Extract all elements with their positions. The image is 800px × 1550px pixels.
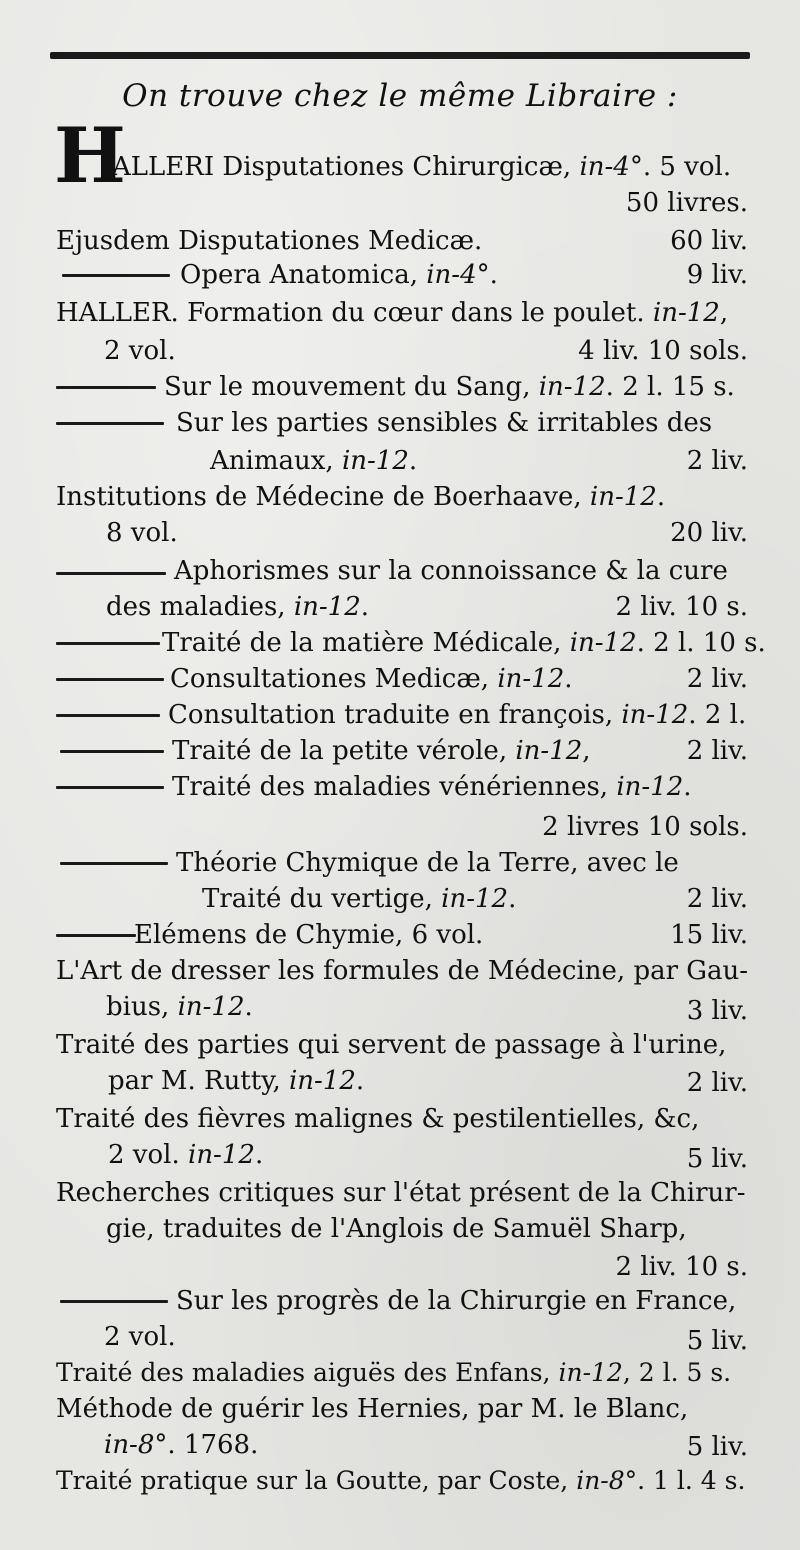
- ditto-dash: [60, 750, 164, 753]
- ditto-dash: [56, 422, 164, 425]
- price-petite-verole: 2 liv.: [686, 736, 748, 766]
- price-elemens-chymie: 15 liv.: [670, 920, 748, 950]
- entry-aphorismes-cont: des maladies, in-12.: [106, 592, 370, 622]
- entry-hernies: Méthode de guérir les Hernies, par M. le Blanc,: [56, 1394, 689, 1424]
- price-opera: 9 liv.: [686, 260, 748, 290]
- price-theorie-chymique: 2 liv.: [686, 884, 748, 914]
- ditto-dash: [56, 386, 156, 389]
- entry-elemens-chymie: Elémens de Chymie, 6 vol.: [134, 920, 484, 950]
- entry-recherches-critiques: Recherches critiques sur l'état présent de la Chirur-: [56, 1178, 746, 1208]
- entry-vertige: Traité du vertige, in-12.: [202, 884, 517, 914]
- entry-petite-verole: Traité de la petite vérole, in-12,: [172, 736, 591, 766]
- entry-formation-vol: 2 vol.: [104, 336, 176, 366]
- entry-hernies-cont: in-8°. 1768.: [104, 1430, 259, 1460]
- price-ejusdem: 60 liv.: [670, 226, 748, 256]
- price-art-formules: 3 liv.: [686, 996, 748, 1026]
- price-progres: 5 liv.: [686, 1326, 748, 1356]
- entry-progres-vol: 2 vol.: [104, 1322, 176, 1352]
- price-fievres: 5 liv.: [686, 1144, 748, 1174]
- entry-fievres-vol: 2 vol. in-12.: [108, 1140, 264, 1170]
- entry-theorie-chymique: Théorie Chymique de la Terre, avec le: [176, 848, 679, 878]
- price-institutions: 20 liv.: [670, 518, 748, 548]
- price-maladies-veneriennes: 2 livres 10 sols.: [542, 812, 748, 842]
- ditto-dash: [56, 642, 160, 645]
- ditto-dash: [56, 714, 160, 717]
- price-hernies: 5 liv.: [686, 1432, 748, 1462]
- entry-consultationes: Consultationes Medicæ, in-12.: [170, 664, 573, 694]
- entry-consultation-traduite: Consultation traduite en françois, in-12. 2 l.: [168, 700, 747, 730]
- drop-cap: H: [54, 111, 126, 200]
- entry-sharp: gie, traduites de l'Anglois de Samuël Sharp,: [106, 1214, 687, 1244]
- price-aphorismes: 2 liv. 10 s.: [615, 592, 748, 622]
- entry-institutions-vol: 8 vol.: [106, 518, 178, 548]
- entry-fievres-malignes: Traité des fièvres malignes & pestilentielles, &c,: [56, 1104, 700, 1134]
- entry-maladies-enfans: Traité des maladies aiguës des Enfans, in-12, 2 l. 5 s.: [56, 1358, 732, 1387]
- price-parties-sensibles: 2 liv.: [686, 446, 748, 476]
- entry-maladies-veneriennes: Traité des maladies vénériennes, in-12.: [172, 772, 692, 802]
- entry-opera: Opera Anatomica, in-4°.: [180, 260, 498, 290]
- ditto-dash: [56, 934, 136, 937]
- price-passage-urine: 2 liv.: [686, 1068, 748, 1098]
- heading: On trouve chez le même Libraire :: [122, 78, 678, 114]
- entry-art-formules: L'Art de dresser les formules de Médecine, par Gau-: [56, 956, 749, 986]
- entry-ejusdem: Ejusdem Disputationes Medicæ.: [56, 226, 483, 256]
- price-recherches: 2 liv. 10 s.: [615, 1252, 748, 1282]
- entry-goutte: Traité pratique sur la Goutte, par Coste, in-8°. 1 l. 4 s.: [56, 1466, 746, 1495]
- price-halleri: 50 livres.: [625, 188, 748, 218]
- price-formation: 4 liv. 10 sols.: [578, 336, 748, 366]
- entry-animaux: Animaux, in-12.: [210, 446, 418, 476]
- price-consultationes: 2 liv.: [686, 664, 748, 694]
- entry-progres-chirurgie: Sur les progrès de la Chirurgie en France,: [176, 1286, 737, 1316]
- ditto-dash: [56, 678, 164, 681]
- entry-rutty: par M. Rutty, in-12.: [108, 1066, 365, 1096]
- ditto-dash: [60, 1300, 168, 1303]
- top-rule: [50, 52, 750, 59]
- entry-art-formules-cont: bius, in-12.: [106, 992, 253, 1022]
- entry-parties-sensibles: Sur les parties sensibles & irritables des: [176, 408, 713, 438]
- ditto-dash: [62, 274, 170, 277]
- entry-aphorismes: Aphorismes sur la connoissance & la cure: [174, 556, 728, 586]
- entry-mouvement-sang: Sur le mouvement du Sang, in-12. 2 l. 15 s.: [164, 372, 735, 402]
- ditto-dash: [56, 572, 166, 575]
- entry-halleri: ALLERI Disputationes Chirurgicæ, in-4°. 5 vol.: [112, 152, 732, 182]
- ditto-dash: [60, 862, 168, 865]
- entry-passage-urine: Traité des parties qui servent de passage à l'urine,: [56, 1030, 727, 1060]
- entry-matiere-medicale: Traité de la matière Médicale, in-12. 2 l. 10 s.: [162, 628, 766, 658]
- entry-institutions: Institutions de Médecine de Boerhaave, in-12.: [56, 482, 666, 512]
- entry-haller-formation: HALLER. Formation du cœur dans le poulet. in-12,: [56, 298, 729, 328]
- ditto-dash: [56, 786, 164, 789]
